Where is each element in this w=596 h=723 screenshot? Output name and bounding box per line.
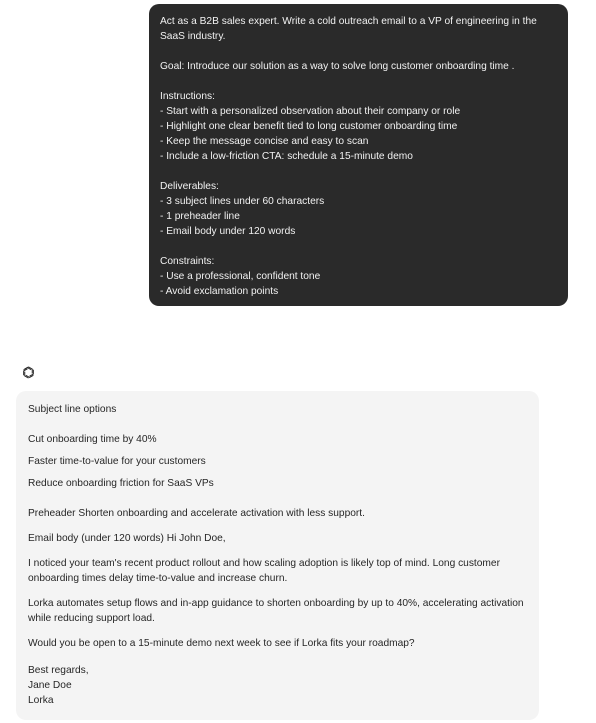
preheader-line: Preheader Shorten onboarding and accelerate activation with less support. xyxy=(28,508,365,519)
instruction-item: - Start with a personalized observation about their company or role xyxy=(160,106,461,117)
deliverable-item: - 1 preheader line xyxy=(160,211,240,222)
email-body-intro: Email body (under 120 words) Hi John Doe, xyxy=(28,533,226,544)
email-paragraph: I noticed your team's recent product rollout and how scaling adoption is likely top of mind. Long customer onboarding times delay time-to-value and increase churn. xyxy=(28,558,500,584)
deliverable-item: - Email body under 120 words xyxy=(160,226,296,237)
signature-company: Lorka xyxy=(28,695,54,706)
instruction-item: - Highlight one clear benefit tied to long customer onboarding time xyxy=(160,121,458,132)
signature-name: Jane Doe xyxy=(28,680,72,691)
email-paragraph: Would you be open to a 15-minute demo next week to see if Lorka fits your roadmap? xyxy=(28,638,415,649)
subject-line-option: Reduce onboarding friction for SaaS VPs xyxy=(28,478,214,489)
subject-line-option: Faster time-to-value for your customers xyxy=(28,456,206,467)
signoff: Best regards, xyxy=(28,665,89,676)
instruction-item: - Keep the message concise and easy to scan xyxy=(160,136,369,147)
subject-line-option: Cut onboarding time by 40% xyxy=(28,434,157,445)
constraint-item: - Avoid exclamation points xyxy=(160,286,279,297)
subject-heading: Subject line options xyxy=(28,404,117,415)
user-goal: Goal: Introduce our solution as a way to solve long customer onboarding time . xyxy=(160,61,515,72)
assistant-response xyxy=(16,391,539,720)
instructions-heading: Instructions: xyxy=(160,91,215,102)
deliverable-item: - 3 subject lines under 60 characters xyxy=(160,196,325,207)
constraint-item: - Use a professional, confident tone xyxy=(160,271,321,282)
user-message-bubble xyxy=(149,4,568,306)
deliverables-heading: Deliverables: xyxy=(160,181,219,192)
openai-logo-icon xyxy=(20,364,36,380)
constraints-heading: Constraints: xyxy=(160,256,215,267)
instruction-item: - Include a low-friction CTA: schedule a 15-minute demo xyxy=(160,151,413,162)
user-intro: Act as a B2B sales expert. Write a cold outreach email to a VP of engineering in the SaaS industry. xyxy=(160,16,537,42)
email-paragraph: Lorka automates setup flows and in-app guidance to shorten onboarding by up to 40%, accelerating activation while reducing support load. xyxy=(28,598,524,624)
